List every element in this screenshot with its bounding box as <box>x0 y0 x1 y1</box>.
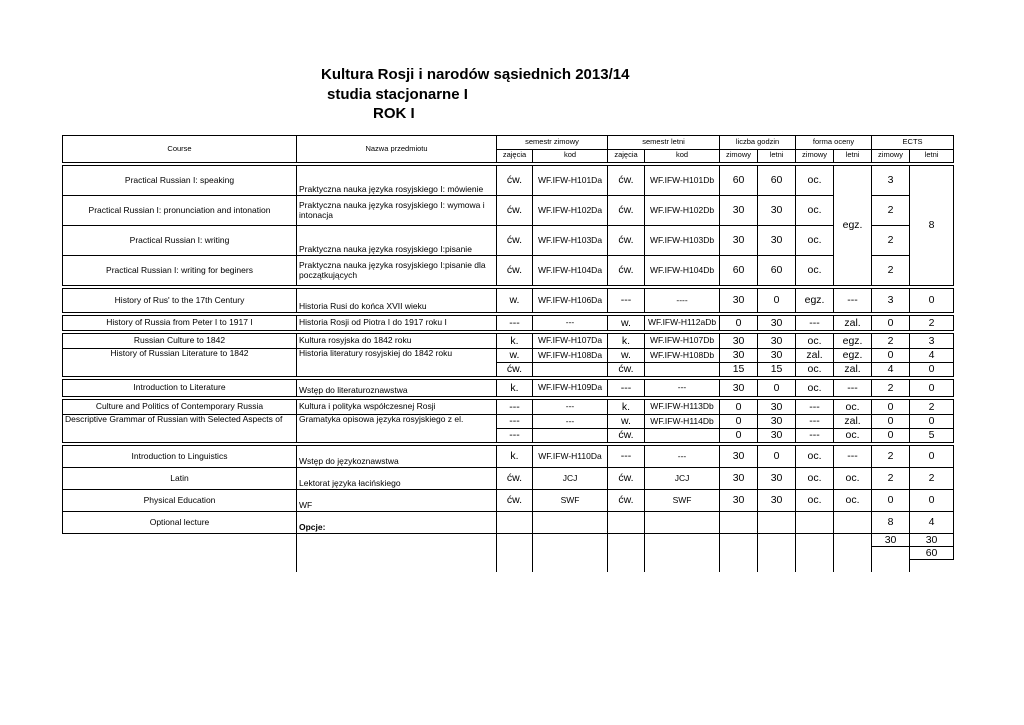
course-cell: History of Rus' to the 17th Century <box>63 289 297 313</box>
course-cell: Practical Russian I: writing <box>63 226 297 256</box>
godzin-zimowy: 0 <box>720 400 758 415</box>
letni-zajecia: w. <box>608 415 645 429</box>
letni-zajecia: ćw. <box>608 256 645 286</box>
nazwa-cell: Historia Rosji od Piotra I do 1917 roku I <box>297 316 497 331</box>
forma-letni: oc. <box>834 429 872 443</box>
letni-kod: --- <box>645 446 720 468</box>
sum-row <box>63 547 954 560</box>
godzin-letni: 60 <box>758 166 796 196</box>
header-zajecia: zajęcia <box>497 149 533 163</box>
forma-letni: zal. <box>834 415 872 429</box>
forma-zimowy: oc. <box>796 380 834 397</box>
letni-zajecia: k. <box>608 400 645 415</box>
title-line-1: Kultura Rosji i narodów sąsiednich 2013/14 <box>321 66 630 83</box>
nazwa-cell: Wstęp do językoznawstwa <box>297 446 497 468</box>
zimowy-zajecia: w. <box>497 349 533 363</box>
letni-kod: --- <box>645 380 720 397</box>
zimowy-zajecia: ćw. <box>497 166 533 196</box>
course-cell: Practical Russian I: pronunciation and intonation <box>63 196 297 226</box>
zimowy-kod: WF.IFW-H101Da <box>533 166 608 196</box>
nazwa-cell: Kultura i polityka współczesnej Rosji <box>297 400 497 415</box>
forma-zimowy: --- <box>796 400 834 415</box>
header-semestr-letni: semestr letni <box>608 136 720 150</box>
ects-letni: 2 <box>910 468 954 490</box>
header-forma-oceny: forma oceny <box>796 136 872 150</box>
ects-zimowy: 0 <box>872 400 910 415</box>
godzin-zimowy: 30 <box>720 446 758 468</box>
forma-letni: oc. <box>834 468 872 490</box>
header-ects: ECTS <box>872 136 954 150</box>
zimowy-kod: WF.IFW-H107Da <box>533 334 608 349</box>
zimowy-kod: WF.IFW-H106Da <box>533 289 608 313</box>
zimowy-zajecia: ćw. <box>497 468 533 490</box>
ects-zimowy: 2 <box>872 256 910 286</box>
zimowy-zajecia: ćw. <box>497 256 533 286</box>
title-line-2: studia stacjonarne I <box>327 86 468 103</box>
course-cell: Introduction to Literature <box>63 380 297 397</box>
table-row <box>63 415 954 429</box>
ects-zimowy: 4 <box>872 363 910 377</box>
nazwa-cell: Historia Rusi do końca XVII wieku <box>297 289 497 313</box>
letni-zajecia: ćw. <box>608 429 645 443</box>
forma-zimowy: oc. <box>796 196 834 226</box>
letni-kod <box>645 429 720 443</box>
godzin-letni: 30 <box>758 349 796 363</box>
godzin-letni: 15 <box>758 363 796 377</box>
table-row <box>63 196 954 226</box>
forma-letni: --- <box>834 380 872 397</box>
zimowy-kod: WF.IFW-H104Da <box>533 256 608 286</box>
letni-kod: WF.IFW-H102Db <box>645 196 720 226</box>
forma-zimowy: oc. <box>796 446 834 468</box>
forma-zimowy: oc. <box>796 468 834 490</box>
zimowy-zajecia: ćw. <box>497 490 533 512</box>
course-cell: Physical Education <box>63 490 297 512</box>
header-zimowy: zimowy <box>720 149 758 163</box>
letni-kod: WF.IFW-H103Db <box>645 226 720 256</box>
letni-zajecia: k. <box>608 334 645 349</box>
ects-letni: 0 <box>910 415 954 429</box>
zimowy-kod: --- <box>533 316 608 331</box>
nazwa-cell: Historia literatury rosyjskiej do 1842 roku <box>297 349 497 377</box>
godzin-zimowy: 0 <box>720 316 758 331</box>
header-nazwa: Nazwa przedmiotu <box>297 136 497 163</box>
godzin-letni: 30 <box>758 490 796 512</box>
header-liczba-godzin: liczba godzin <box>720 136 796 150</box>
total-ects-zimowy: 30 <box>872 534 910 547</box>
zimowy-kod <box>533 429 608 443</box>
godzin-zimowy: 0 <box>720 429 758 443</box>
ects-zimowy: 2 <box>872 446 910 468</box>
course-cell: Practical Russian I: writing for beginers <box>63 256 297 286</box>
ects-zimowy: 0 <box>872 349 910 363</box>
table-row <box>63 334 954 349</box>
ects-zimowy: 0 <box>872 429 910 443</box>
letni-kod: WF.IFW-H108Db <box>645 349 720 363</box>
zimowy-zajecia: ćw. <box>497 226 533 256</box>
letni-zajecia: ćw. <box>608 363 645 377</box>
ects-zimowy: 2 <box>872 226 910 256</box>
ects-letni: 2 <box>910 316 954 331</box>
forma-zimowy: --- <box>796 429 834 443</box>
zimowy-zajecia: --- <box>497 400 533 415</box>
nazwa-cell: Gramatyka opisowa języka rosyjskiego z el. <box>297 415 497 443</box>
ects-letni: 0 <box>910 363 954 377</box>
header-letni: letni <box>910 149 954 163</box>
nazwa-cell: Praktyczna nauka języka rosyjskiego I:pisanie <box>297 226 497 256</box>
godzin-zimowy: 15 <box>720 363 758 377</box>
nazwa-cell: Lektorat języka łacińskiego <box>297 468 497 490</box>
table-row <box>63 256 954 286</box>
forma-letni: egz. <box>834 349 872 363</box>
course-cell: Russian Culture to 1842 <box>63 334 297 349</box>
nazwa-cell: Opcje: <box>297 512 497 534</box>
ects-zimowy: 0 <box>872 490 910 512</box>
nazwa-cell: Praktyczna nauka języka rosyjskiego I: wymowa i intonacja <box>297 196 497 226</box>
ects-zimowy: 3 <box>872 166 910 196</box>
ects-letni: 5 <box>910 429 954 443</box>
forma-zimowy: oc. <box>796 256 834 286</box>
nazwa-cell: WF <box>297 490 497 512</box>
nazwa-cell: Praktyczna nauka języka rosyjskiego I: mówienie <box>297 166 497 196</box>
zimowy-kod: JCJ <box>533 468 608 490</box>
course-cell: Latin <box>63 468 297 490</box>
forma-zimowy: oc. <box>796 334 834 349</box>
ects-letni: 0 <box>910 289 954 313</box>
zimowy-kod: SWF <box>533 490 608 512</box>
zimowy-zajecia: w. <box>497 289 533 313</box>
curriculum-table <box>62 135 954 572</box>
table-row <box>63 400 954 415</box>
ects-zimowy: 2 <box>872 468 910 490</box>
letni-kod <box>645 363 720 377</box>
nazwa-cell: Praktyczna nauka języka rosyjskiego I:pisanie dla początkujących <box>297 256 497 286</box>
letni-zajecia: ćw. <box>608 490 645 512</box>
ects-zimowy: 2 <box>872 196 910 226</box>
header-zimowy: zimowy <box>872 149 910 163</box>
totals-row <box>63 534 954 547</box>
godzin-letni: 30 <box>758 429 796 443</box>
letni-zajecia: w. <box>608 316 645 331</box>
letni-kod: WF.IFW-H104Db <box>645 256 720 286</box>
table-row <box>63 166 954 196</box>
ects-zimowy: 2 <box>872 334 910 349</box>
zimowy-zajecia: ćw. <box>497 196 533 226</box>
letni-kod: WF.IFW-H112aDb <box>645 316 720 331</box>
total-ects-sum: 60 <box>910 547 954 560</box>
letni-kod: WF.IFW-H113Db <box>645 400 720 415</box>
ects-letni: 0 <box>910 446 954 468</box>
ects-zimowy: 0 <box>872 316 910 331</box>
godzin-zimowy: 60 <box>720 256 758 286</box>
zimowy-zajecia: --- <box>497 429 533 443</box>
forma-zimowy: zal. <box>796 349 834 363</box>
godzin-letni: 30 <box>758 226 796 256</box>
letni-zajecia: ćw. <box>608 226 645 256</box>
godzin-zimowy: 30 <box>720 226 758 256</box>
forma-zimowy: oc. <box>796 166 834 196</box>
table-row <box>63 289 954 313</box>
title-line-3: ROK I <box>373 105 415 122</box>
letni-kod: WF.IFW-H101Db <box>645 166 720 196</box>
godzin-letni: 0 <box>758 380 796 397</box>
header-zajecia: zajęcia <box>608 149 645 163</box>
letni-zajecia: w. <box>608 349 645 363</box>
zimowy-zajecia: --- <box>497 415 533 429</box>
course-cell: Introduction to Linguistics <box>63 446 297 468</box>
letni-zajecia: --- <box>608 446 645 468</box>
godzin-zimowy: 30 <box>720 490 758 512</box>
nazwa-cell: Wstęp do literaturoznawstwa <box>297 380 497 397</box>
header-kod: kod <box>533 149 608 163</box>
ects-letni: 3 <box>910 334 954 349</box>
header-semestr-zimowy: semestr zimowy <box>497 136 608 150</box>
header-letni: letni <box>834 149 872 163</box>
zimowy-zajecia: k. <box>497 334 533 349</box>
ects-zimowy: 0 <box>872 415 910 429</box>
zimowy-kod <box>533 363 608 377</box>
course-cell: History of Russia from Peter I to 1917 I <box>63 316 297 331</box>
godzin-letni: 0 <box>758 446 796 468</box>
godzin-zimowy: 30 <box>720 380 758 397</box>
course-cell: Optional lecture <box>63 512 297 534</box>
zimowy-kod: WF.IFW-H108Da <box>533 349 608 363</box>
zimowy-kod: WF.IFW-H110Da <box>533 446 608 468</box>
forma-letni: oc. <box>834 490 872 512</box>
course-cell: Descriptive Grammar of Russian with Selected Aspects of <box>63 415 297 443</box>
zimowy-zajecia: k. <box>497 380 533 397</box>
ects-zimowy: 3 <box>872 289 910 313</box>
forma-zimowy: oc. <box>796 490 834 512</box>
ects-letni: 4 <box>910 512 954 534</box>
godzin-letni: 60 <box>758 256 796 286</box>
ects-letni-merged: 8 <box>910 166 954 286</box>
total-ects-letni: 30 <box>910 534 954 547</box>
header-course: Course <box>63 136 297 163</box>
letni-kod: SWF <box>645 490 720 512</box>
header-kod: kod <box>645 149 720 163</box>
forma-zimowy: --- <box>796 415 834 429</box>
course-cell: Practical Russian I: speaking <box>63 166 297 196</box>
nazwa-cell: Kultura rosyjska do 1842 roku <box>297 334 497 349</box>
forma-letni: oc. <box>834 400 872 415</box>
forma-zimowy: oc. <box>796 226 834 256</box>
ects-zimowy: 8 <box>872 512 910 534</box>
forma-letni: --- <box>834 446 872 468</box>
table-row <box>63 446 954 468</box>
zimowy-kod: WF.IFW-H102Da <box>533 196 608 226</box>
letni-zajecia: ćw. <box>608 166 645 196</box>
godzin-zimowy: 0 <box>720 415 758 429</box>
forma-zimowy: egz. <box>796 289 834 313</box>
course-cell: Culture and Politics of Contemporary Russia <box>63 400 297 415</box>
zimowy-zajecia: k. <box>497 446 533 468</box>
forma-letni: egz. <box>834 334 872 349</box>
table-row <box>63 349 954 363</box>
godzin-zimowy: 60 <box>720 166 758 196</box>
forma-letni-merged: egz. <box>834 166 872 286</box>
forma-letni: zal. <box>834 316 872 331</box>
header-row-1 <box>63 136 954 150</box>
table-row <box>63 512 954 534</box>
ects-letni: 0 <box>910 380 954 397</box>
header-letni: letni <box>758 149 796 163</box>
godzin-letni: 30 <box>758 196 796 226</box>
godzin-letni: 30 <box>758 468 796 490</box>
forma-zimowy: --- <box>796 316 834 331</box>
godzin-zimowy: 30 <box>720 349 758 363</box>
letni-kod: WF.IFW-H107Db <box>645 334 720 349</box>
godzin-letni: 30 <box>758 334 796 349</box>
forma-zimowy: oc. <box>796 363 834 377</box>
godzin-zimowy: 30 <box>720 334 758 349</box>
zimowy-zajecia: ćw. <box>497 363 533 377</box>
table-row <box>63 468 954 490</box>
godzin-letni: 30 <box>758 415 796 429</box>
godzin-zimowy: 30 <box>720 289 758 313</box>
godzin-zimowy: 30 <box>720 196 758 226</box>
letni-kod: WF.IFW-H114Db <box>645 415 720 429</box>
ects-zimowy: 2 <box>872 380 910 397</box>
ects-letni: 2 <box>910 400 954 415</box>
ects-letni: 0 <box>910 490 954 512</box>
letni-zajecia: ćw. <box>608 196 645 226</box>
zimowy-kod: WF.IFW-H109Da <box>533 380 608 397</box>
header-zimowy: zimowy <box>796 149 834 163</box>
godzin-letni: 0 <box>758 289 796 313</box>
table-row <box>63 380 954 397</box>
table-row <box>63 490 954 512</box>
zimowy-zajecia: --- <box>497 316 533 331</box>
letni-kod: JCJ <box>645 468 720 490</box>
forma-letni: --- <box>834 289 872 313</box>
zimowy-kod: --- <box>533 400 608 415</box>
letni-zajecia: ćw. <box>608 468 645 490</box>
godzin-letni: 30 <box>758 400 796 415</box>
table-row <box>63 226 954 256</box>
godzin-letni: 30 <box>758 316 796 331</box>
ects-letni: 4 <box>910 349 954 363</box>
course-cell: History of Russian Literature to 1842 <box>63 349 297 377</box>
godzin-zimowy: 30 <box>720 468 758 490</box>
table-row <box>63 316 954 331</box>
letni-kod: ---- <box>645 289 720 313</box>
zimowy-kod: --- <box>533 415 608 429</box>
letni-zajecia: --- <box>608 289 645 313</box>
zimowy-kod: WF.IFW-H103Da <box>533 226 608 256</box>
forma-letni: zal. <box>834 363 872 377</box>
letni-zajecia: --- <box>608 380 645 397</box>
